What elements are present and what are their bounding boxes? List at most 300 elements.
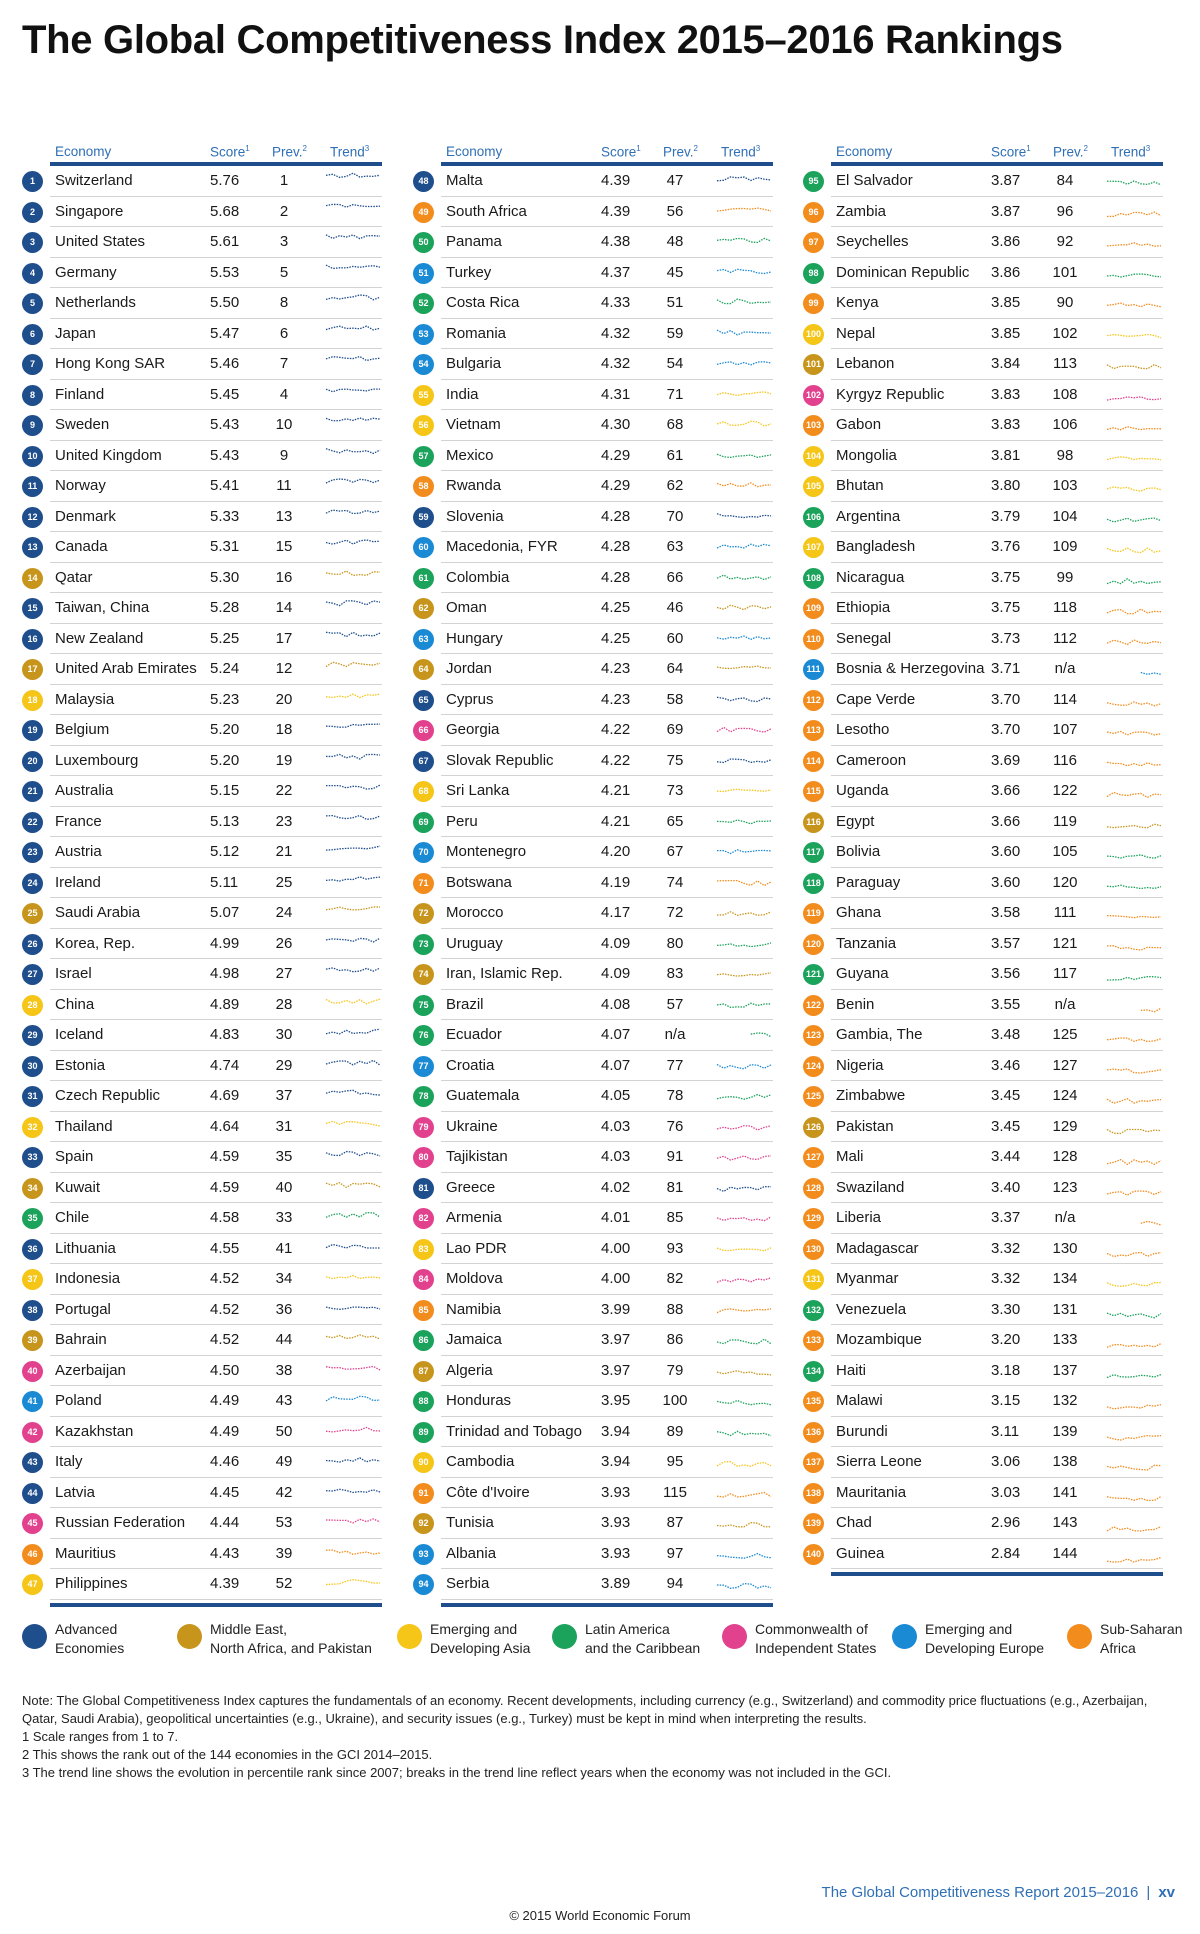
trend-line [326,1121,380,1126]
prev-rank: 25 [275,873,293,891]
economy-name: Mongolia [836,446,897,464]
prev-rank: 29 [275,1056,293,1074]
score-value: 4.46 [210,1453,240,1470]
trend-sparkline [1105,841,1163,863]
score-value: 4.49 [210,1392,240,1409]
trend-line [326,235,380,239]
rank-badge: 90 [413,1452,434,1473]
score-value: 3.45 [991,1117,1021,1135]
trend-sparkline [715,567,773,589]
trend-line [1107,1252,1161,1256]
prev-rank: 52 [275,1575,293,1592]
table-row [803,654,1163,685]
prev-rank: 125 [1052,1026,1078,1043]
trend-sparkline [324,628,382,650]
trend-line [1107,640,1161,645]
table-row [803,1295,1163,1326]
table-row [22,1051,382,1082]
header-trend [330,144,369,160]
prev-rank: 131 [1052,1300,1078,1318]
rank-badge: 26 [22,934,43,955]
trend-line [1107,365,1161,369]
prev-rank: 17 [275,629,293,647]
prev-rank: 45 [666,263,684,281]
rank-badge: 15 [22,598,43,619]
trend-sparkline [324,1268,382,1290]
trend-line [717,1156,771,1160]
menap-dot [177,1624,202,1649]
table-row [413,380,773,411]
economy-name: Kazakhstan [55,1422,134,1440]
table-row [413,1478,773,1509]
trend-line [326,1060,380,1065]
table-row [413,776,773,807]
economy-name: Netherlands [55,294,136,311]
score-value: 3.37 [991,1209,1021,1226]
rank-badge: 93 [413,1544,434,1565]
table-row [803,319,1163,350]
table-row [413,990,773,1021]
prev-rank: 6 [279,324,289,342]
trend-line [1107,1099,1161,1104]
table-row [413,1325,773,1356]
rank-badge: 44 [22,1483,43,1504]
rank-badge: 49 [413,202,434,223]
prev-rank: 111 [1053,904,1077,921]
header-prev-text: Prev. [1053,144,1084,160]
table-row [413,1264,773,1295]
table-row [22,1020,382,1051]
score-value: 3.20 [991,1331,1021,1348]
score-value: 3.60 [991,843,1021,860]
economy-name: United Arab Emirates [55,660,197,677]
economy-name: Tanzania [836,934,897,952]
table-row [803,1112,1163,1143]
economy-name: Jamaica [446,1331,502,1348]
trend-sparkline [1105,1421,1163,1443]
header-prev-text: Prev. [272,144,303,160]
prev-rank: 62 [666,477,684,494]
score-value: 3.81 [991,446,1021,464]
trend-sparkline [1105,170,1163,192]
rank-badge: 98 [803,263,824,284]
score-value: 3.06 [991,1453,1021,1470]
rank-badge: 122 [803,995,824,1016]
header-economy [836,144,892,159]
trend-line [326,1580,380,1585]
table-row [413,1447,773,1478]
economy-name: Seychelles [836,233,909,250]
column-header [413,140,773,162]
trend-line [1107,1068,1161,1072]
economy-name: Korea, Rep. [55,934,136,952]
prev-rank: 22 [275,782,293,799]
score-value: 3.94 [601,1422,631,1440]
trend-sparkline [1105,536,1163,558]
page-title: The Global Competitiveness Index 2015–2016 Rankings [22,18,1063,62]
table-row [22,715,382,746]
economy-name: China [55,995,95,1013]
trend-line [326,1396,380,1401]
score-value: 4.55 [210,1239,240,1257]
trend-line [1107,762,1161,765]
trend-sparkline [324,1207,382,1229]
trend-line [717,973,771,976]
trend-sparkline [324,1421,382,1443]
economy-name: Botswana [446,873,512,891]
footnote-3: 3 The trend line shows the evolution in percentile rank since 2007; breaks in the trend line reflect years when the economy was not included in the GCI. [22,1765,892,1780]
trend-sparkline [715,384,773,406]
score-value: 3.73 [991,629,1021,647]
trend-line [1107,1465,1161,1470]
score-value: 5.47 [210,324,240,342]
score-value: 5.25 [210,629,240,647]
prev-rank: 112 [1053,629,1077,647]
table-row [22,1386,382,1417]
economy-name: Iceland [55,1026,104,1043]
table-row [22,1508,382,1539]
score-value: 4.21 [601,782,631,799]
prev-rank: 144 [1052,1544,1078,1562]
table-row [22,990,382,1021]
prev-rank: 120 [1052,873,1078,891]
trend-line [717,544,771,548]
table-row [413,227,773,258]
score-value: 3.87 [991,202,1021,220]
score-value: 4.23 [601,660,631,677]
prev-rank: 13 [275,507,293,525]
score-value: 4.49 [210,1422,240,1440]
score-value: 5.20 [210,721,240,738]
rank-badge: 19 [22,720,43,741]
economy-name: Chad [836,1514,872,1531]
column-header [22,140,382,162]
prev-rank: 117 [1053,965,1077,982]
trend-line [1107,456,1161,459]
prev-rank: 124 [1052,1087,1078,1104]
table-row [803,929,1163,960]
economy-name: Peru [446,812,478,830]
table-row [22,1417,382,1448]
score-value: 3.80 [991,477,1021,494]
prev-rank: 66 [666,568,684,586]
score-value: 5.43 [210,446,240,464]
trend-line [326,357,380,361]
prev-rank: 63 [666,538,684,555]
rank-badge: 24 [22,873,43,894]
table-row [413,563,773,594]
trend-sparkline [715,1177,773,1199]
table-row [413,1203,773,1234]
score-value: 3.85 [991,324,1021,342]
score-value: 4.22 [601,751,631,769]
trend-line [1107,548,1161,553]
trend-sparkline [715,689,773,711]
table-row [803,746,1163,777]
prev-rank: 91 [666,1148,684,1165]
header-trend-footnote-mark: 3 [364,144,370,153]
trend-line [326,1182,380,1187]
trend-sparkline [324,658,382,680]
rank-badge: 118 [803,873,824,894]
prev-rank: 87 [666,1514,684,1531]
economy-name: Armenia [446,1209,502,1226]
economy-name: Finland [55,385,105,403]
table-row [22,1539,382,1570]
developing-europe-dot [892,1624,917,1649]
table-row [22,1112,382,1143]
score-value: 3.15 [991,1392,1021,1409]
rank-badge: 64 [413,659,434,680]
table-row [22,898,382,929]
prev-rank: 49 [275,1453,293,1470]
table-row [413,1234,773,1265]
economy-name: Nicaragua [836,568,905,586]
trend-line [1107,1129,1161,1133]
rank-badge: 33 [22,1147,43,1168]
economy-name: Dominican Republic [836,263,970,281]
score-value: 5.28 [210,599,240,616]
economy-name: Argentina [836,507,901,525]
trend-line [717,208,771,211]
trend-line [717,1492,771,1496]
economy-name: Israel [55,965,92,982]
economy-name: Azerbaijan [55,1361,126,1379]
score-value: 3.66 [991,812,1021,830]
economy-name: Ireland [55,873,101,891]
note-main: Note: The Global Competitiveness Index captures the fundamentals of an economy. Recent developments, including currency (e.g., Switzerland) and commodity price fluctuations (e.g., Azerbaijan, Qatar, Saudi Arabia), geopolitical uncertainties (e.g., Ukraine), and security issues (e.g., Turkey) must be kept in mind when interpreting the results. [22,1693,1148,1726]
score-value: 5.46 [210,355,240,372]
score-value: 4.98 [210,965,240,982]
prev-rank: 94 [666,1575,684,1592]
rank-badge: 72 [413,903,434,924]
prev-rank: 127 [1052,1056,1078,1074]
trend-sparkline [715,1116,773,1138]
table-row [413,654,773,685]
score-value: 3.71 [991,660,1021,677]
legend-label: Middle East, North Africa, and Pakistan [210,1621,372,1656]
trend-line [717,1339,771,1344]
trend-sparkline [715,1085,773,1107]
trend-sparkline [1105,933,1163,955]
rank-badge: 13 [22,537,43,558]
trend-sparkline [715,1421,773,1443]
rank-badge: 135 [803,1391,824,1412]
prev-rank: 70 [666,507,684,525]
score-value: 4.32 [601,324,631,342]
score-value: 3.18 [991,1361,1021,1379]
trend-line [326,265,380,268]
score-value: 5.45 [210,385,240,403]
score-value: 5.07 [210,904,240,921]
rank-badge: 117 [803,842,824,863]
table-row [413,1386,773,1417]
trend-line [326,1519,380,1523]
economy-name: Mozambique [836,1331,922,1348]
trend-line [1141,1008,1161,1012]
rankings-column-3 [803,140,1163,1576]
table-row [22,258,382,289]
table-row [413,1051,773,1082]
trend-sparkline [1105,384,1163,406]
rank-badge: 56 [413,415,434,436]
prev-rank: 137 [1052,1361,1078,1379]
rank-badge: 14 [22,568,43,589]
trend-sparkline [324,1482,382,1504]
trend-line [717,1523,771,1527]
prev-rank: 80 [666,934,684,952]
trend-sparkline [715,1360,773,1382]
score-value: 4.09 [601,934,631,952]
score-value: 3.44 [991,1148,1021,1165]
score-value: 4.17 [601,904,631,921]
table-row [22,1478,382,1509]
score-value: 4.28 [601,568,631,586]
prev-rank: 138 [1052,1453,1078,1470]
score-value: 4.59 [210,1148,240,1165]
prev-rank: 123 [1052,1178,1078,1196]
trend-line [1107,212,1161,216]
prev-rank: 77 [666,1056,684,1074]
table-row [803,1264,1163,1295]
economy-name: Sri Lanka [446,782,510,799]
trend-sparkline [1105,1268,1163,1290]
trend-sparkline [715,597,773,619]
economy-name: Egypt [836,812,875,830]
prev-rank: 86 [666,1331,684,1348]
score-value: 3.83 [991,416,1021,433]
score-value: 4.74 [210,1056,240,1074]
economy-name: Lesotho [836,721,890,738]
prev-rank: 141 [1052,1483,1078,1501]
page-number: xv [1158,1884,1175,1901]
score-value: 4.45 [210,1483,240,1501]
score-value: 5.53 [210,263,240,281]
economy-name: Lao PDR [446,1239,507,1257]
trend-sparkline [324,1543,382,1565]
trend-line [717,789,771,791]
trend-line [1107,1527,1161,1531]
rank-badge: 132 [803,1300,824,1321]
table-row [22,1173,382,1204]
trend-line [326,1489,380,1492]
trend-line [326,479,380,483]
rank-badge: 25 [22,903,43,924]
trend-line [1107,427,1161,430]
rank-badge: 70 [413,842,434,863]
table-row [803,288,1163,319]
rank-badge: 89 [413,1422,434,1443]
rank-badge: 63 [413,629,434,650]
economy-name: Slovenia [446,507,504,525]
economy-name: Saudi Arabia [55,904,141,921]
table-row [413,1417,773,1448]
prev-rank: 74 [666,873,684,891]
rank-badge: 54 [413,354,434,375]
trend-line [326,907,380,910]
header-prev-footnote-mark: 2 [302,144,307,153]
trend-line [1107,181,1161,185]
prev-rank: 83 [666,965,684,982]
prev-rank: 78 [666,1087,684,1104]
score-value: 3.11 [991,1422,1020,1440]
score-value: 5.61 [210,233,240,250]
trend-line [1107,578,1161,583]
trend-line [1107,1038,1161,1042]
table-row [803,1203,1163,1234]
table-row [803,1417,1163,1448]
table-row [413,502,773,533]
table-row [413,319,773,350]
trend-line [1107,977,1161,980]
trend-sparkline [715,994,773,1016]
trend-sparkline [324,445,382,467]
prev-rank: 33 [275,1209,293,1226]
economy-name: Croatia [446,1056,495,1074]
legend-label: Sub-Saharan Africa [1100,1621,1183,1656]
table-row [413,197,773,228]
score-value: 5.68 [210,202,240,220]
trend-sparkline [1105,475,1163,497]
table-row [22,1264,382,1295]
table-row [413,1508,773,1539]
economy-name: Uruguay [446,934,503,952]
header-score-text: Score [601,144,637,160]
economy-name: Norway [55,477,106,494]
trend-sparkline [1105,1116,1163,1138]
rank-badge: 113 [803,720,824,741]
score-value: 5.11 [210,873,239,891]
trend-line [1107,701,1161,705]
rank-badge: 40 [22,1361,43,1382]
rank-badge: 78 [413,1086,434,1107]
trend-sparkline [715,201,773,223]
trend-line [1107,885,1161,888]
score-value: 4.00 [601,1270,631,1287]
trend-line [326,571,380,575]
table-row [803,959,1163,990]
trend-line [717,1125,771,1129]
header-economy [55,144,111,159]
trend-sparkline [1105,201,1163,223]
score-value: 4.28 [601,538,631,555]
economy-name: Mexico [446,446,494,464]
trend-line [326,1427,380,1432]
prev-rank: 121 [1052,934,1078,952]
score-value: 4.33 [601,294,631,311]
economy-name: Austria [55,843,102,860]
table-row [22,837,382,868]
prev-rank: 115 [663,1483,687,1501]
trend-line [326,1090,380,1095]
score-value: 4.07 [601,1026,631,1043]
header-economy-text: Economy [836,144,893,159]
header-economy-text: Economy [446,144,503,159]
rank-badge: 127 [803,1147,824,1168]
economy-name: Montenegro [446,843,527,860]
trend-sparkline [324,780,382,802]
rank-badge: 58 [413,476,434,497]
trend-sparkline [715,506,773,528]
trend-sparkline [1105,872,1163,894]
table-row [413,166,773,197]
trend-sparkline [1105,628,1163,650]
table-row [803,807,1163,838]
table-row [22,776,382,807]
trend-line [717,1370,771,1374]
trend-sparkline [715,780,773,802]
economy-name: Qatar [55,568,93,586]
